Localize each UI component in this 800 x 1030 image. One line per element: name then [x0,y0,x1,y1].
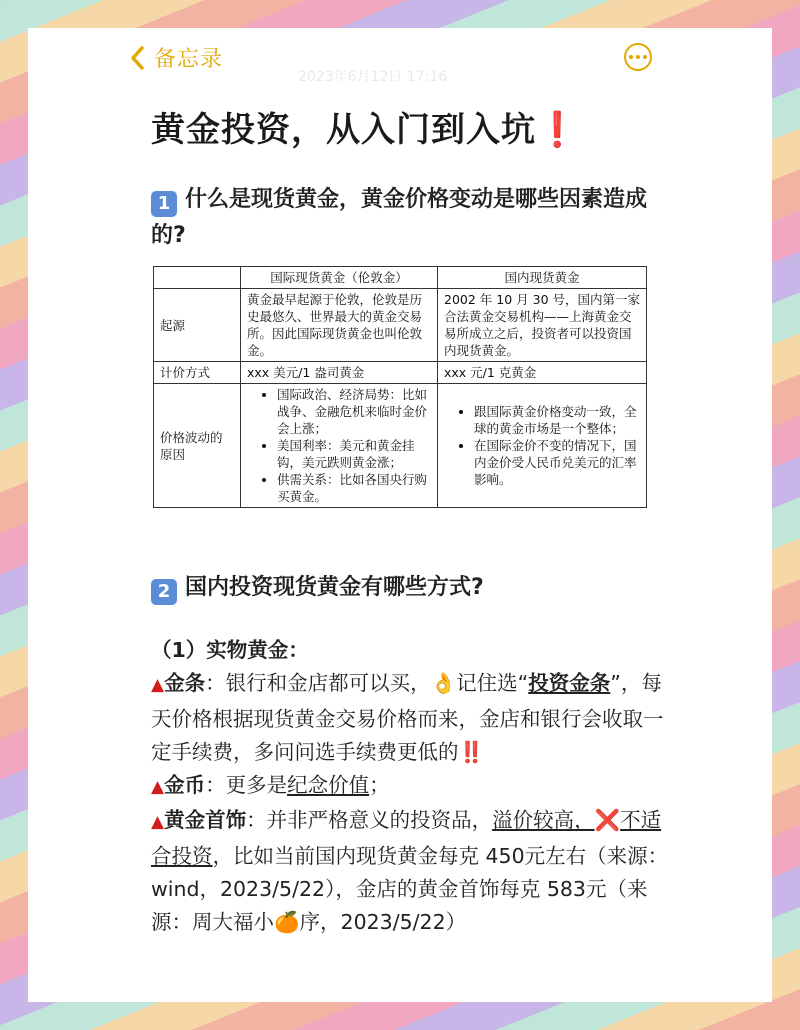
tangerine-icon: 🍊 [274,910,300,935]
table-cell: 黄金最早起源于伦敦，伦敦是历史最悠久、世界最大的黄金交易所。因此国际现货黄金也叫伦敦金。 [241,289,438,362]
row-label: 计价方式 [154,362,241,384]
row-label: 价格波动的原因 [154,384,241,508]
list-item: • 供需关系：比如各国央行购买黄金。 [277,471,431,505]
table-cell: xxx 元/1 克黄金 [438,362,647,384]
chevron-left-icon [128,45,148,71]
table-cell: xxx 美元/1 盎司黄金 [241,362,438,384]
list-item: • 在国际金价不变的情况下，国内金价受人民币兑美元的汇率影响。 [474,437,640,488]
table-cell: 2002 年 10 月 30 号，国内第一家合法黄金交易机构——上海黄金交易所成立之后，投资者可以投资国内现货黄金。 [438,289,647,362]
red-triangle-icon: ▲ [151,777,165,798]
not-suitable-highlight: 不适合投资 [151,808,662,868]
paragraph-jewelry [151,804,671,939]
investment-bar-highlight: 投资金条 [528,671,611,696]
number-2-icon: 2 [151,579,177,605]
section-heading-1-text: 什么是现货黄金，黄金价格变动是哪些因素造成的? [151,187,648,248]
section-heading-2-text: 国内投资现货黄金有哪些方式? [185,575,484,600]
table-header-row [154,267,647,289]
cross-mark-icon: ❌ [594,808,621,833]
list-item: • 美国利率：美元和黄金挂钩，美元跌则黄金涨； [277,437,431,471]
table-row [154,362,647,384]
high-premium-highlight: 溢价较高 [492,808,575,833]
note-page [28,28,772,1002]
table-cell [438,384,647,508]
note-title [151,102,579,151]
jewelry-label: 黄金首饰 [164,808,247,833]
top-bar [28,28,772,88]
text-span: ”，每天价格根据现货黄金交易价格而来，金店和银行会收取一定手续费，多问问选手续费更低的 [151,671,664,764]
more-options-button[interactable] [624,43,652,71]
exclamation-icon: ❗ [536,110,580,150]
section-heading-2 [151,570,651,606]
note-body [151,634,671,940]
text-span: ：并非严格意义的投资品， [246,808,493,833]
table-row [154,289,647,362]
text-span: ； [369,773,390,798]
bullet-list [444,403,640,488]
text-span: ， [574,808,595,833]
section-heading-1 [151,182,651,254]
list-item: • 国际政治、经济局势：比如战争、金融危机来临时金价会上涨； [277,386,431,437]
more-dot-icon [643,55,647,59]
text-span: 记住选“ [456,671,529,696]
gold-bar-label: 金条 [164,671,206,696]
note-timestamp: 2023年6月12日 17:16 [298,69,448,85]
double-exclamation-icon: ‼️ [458,739,485,764]
subheading-physical-gold: （1）实物黄金： [151,638,309,662]
gold-coin-label: 金币 [164,773,206,798]
ok-hand-icon: 👌 [430,671,457,696]
paragraph-gold-coin [151,769,671,804]
paragraph-gold-bar [151,667,671,769]
text-span: 序，2023/5/22） [299,910,467,935]
back-button[interactable] [128,42,223,73]
comparison-table [153,266,647,508]
table-header-cell: 国际现货黄金（伦敦金） [241,267,438,289]
back-label: 备忘录 [154,47,224,72]
table-header-cell: 国内现货黄金 [438,267,647,289]
table-row [154,384,647,508]
text-span: ：更多是 [205,773,288,798]
more-dot-icon [636,55,640,59]
row-label: 起源 [154,289,241,362]
list-item: • 跟国际黄金价格变动一致，全球的黄金市场是一个整体； [474,403,640,437]
bullet-list [247,386,431,505]
table-header-cell [154,267,241,289]
table-cell [241,384,438,508]
red-triangle-icon: ▲ [151,812,165,833]
more-dot-icon [629,55,633,59]
text-span: ：银行和金店都可以买， [205,671,431,696]
text-span: ，比如当前国内现货黄金每克 450元左右（来源：wind，2023/5/22），金店的黄金首饰每克 583元（来源：周大福小 [151,843,669,935]
number-1-icon: 1 [151,191,177,217]
commemorative-value-highlight: 纪念价值 [287,773,370,798]
red-triangle-icon: ▲ [151,675,165,696]
title-text: 黄金投资，从入门到入坑 [151,110,536,150]
